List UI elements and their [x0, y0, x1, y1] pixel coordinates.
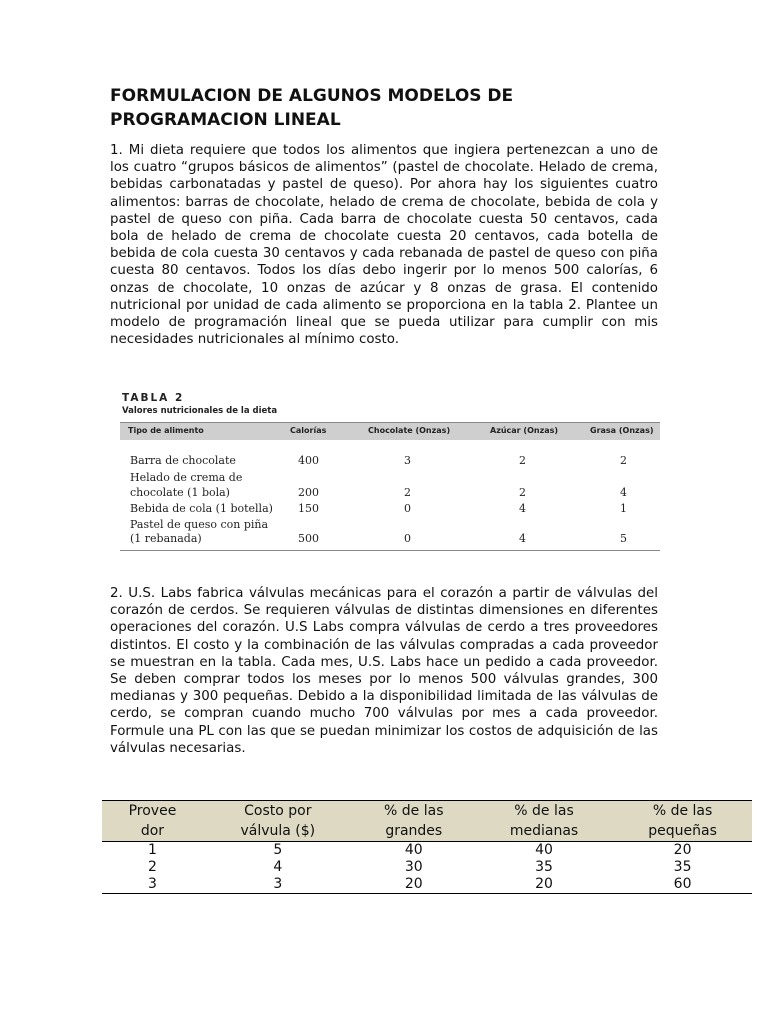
- tabla-2-chocolate: 3: [404, 454, 411, 467]
- tabla-2-chocolate: 0: [404, 502, 411, 515]
- table-cell: 60: [613, 876, 752, 894]
- header-proveedor: [102, 801, 203, 842]
- table-cell: 20: [673, 842, 692, 858]
- tabla-2-calories: 200: [298, 486, 319, 499]
- table-cell: 1: [148, 842, 157, 858]
- tabla-2-fat: 2: [620, 454, 627, 467]
- header-grandes: [353, 801, 475, 842]
- header-line: medianas: [509, 823, 579, 839]
- tabla-2-chocolate: 2: [404, 486, 411, 499]
- table-cell: 35: [673, 859, 692, 875]
- document-title: FORMULACION DE ALGUNOS MODELOS DE PROGRAMACION LINEAL: [110, 86, 514, 130]
- header-line: Costo por: [244, 803, 312, 819]
- tabla-2-food-line2: (1 rebanada): [130, 532, 202, 545]
- header-costo: [203, 801, 353, 842]
- header-line: % de las: [514, 803, 574, 819]
- table-cell: 3: [203, 876, 353, 894]
- table-cell: 35: [535, 859, 553, 875]
- tabla-2-sugar: 4: [519, 502, 526, 515]
- table-cell: 20: [353, 876, 475, 894]
- tabla-2-subtitle: Valores nutricionales de la dieta: [122, 406, 278, 416]
- tabla-2-header-tipo: Tipo de alimento: [128, 426, 204, 435]
- table-row: [102, 859, 752, 876]
- tabla-2-food: Pastel de queso con piña: [130, 518, 269, 531]
- tabla-2-fat: 4: [620, 486, 627, 499]
- header-pequenas: [613, 801, 752, 842]
- tabla-2-sugar: 4: [519, 532, 526, 545]
- problem-1-text: 1. Mi dieta requiere que todos los alimentos que ingiera pertenezcan a uno de los cuatro “grupos básicos de alimentos” (pastel de chocolate. Helado de crema, bebidas carbonatadas y pastel de queso). Por ahora hay los siguientes cuatro alimentos: barras de chocolate, helado de crema de chocolate, bebida de cola y pastel de queso con piña. Cada barra de chocolate cuesta 50 centavos, cada bola de helado de crema de chocolate cuesta 20 centavos, cada botella de bebida de cola cuesta 30 centavos y cada rebanada de pastel de queso con piña cuesta 80 centavos. Todos los días debo ingerir por lo menos 500 calorías, 6 onzas de chocolate, 10 onzas de azúcar y 8 onzas de grasa. El contenido nutricional por unidad de cada alimento se proporciona en la tabla 2. Plantee un modelo de programación lineal que se pueda utilizar para cumplir con mis necesidades nutricionales al mínimo costo.: [110, 143, 658, 348]
- header-line: válvula ($): [240, 823, 316, 839]
- header-line: dor: [140, 823, 165, 839]
- tabla-2-sugar: 2: [519, 454, 526, 467]
- header-line: grandes: [385, 823, 443, 839]
- tabla-2-header-grasa: Grasa (Onzas): [590, 426, 654, 435]
- table-cell: 40: [535, 842, 553, 858]
- tabla-2-header-calorias: Calorías: [290, 426, 327, 435]
- tabla-2-fat: 1: [620, 502, 627, 515]
- table-cell: 2: [148, 859, 157, 875]
- table-cell: 3: [102, 876, 203, 894]
- table-cell: 5: [273, 842, 283, 858]
- page-body: [110, 84, 658, 348]
- tabla-2-sugar: 2: [519, 486, 526, 499]
- header-line: pequeñas: [648, 823, 717, 839]
- tabla-2-header: [120, 422, 660, 440]
- header-line: Provee: [128, 803, 177, 819]
- problem-2-text: 2. U.S. Labs fabrica válvulas mecánicas para el corazón a partir de válvulas del corazón de cerdos. Se requieren válvulas de distintas dimensiones en diferentes operaciones del corazón. U.S Labs compra válvulas de cerdo a tres proveedores distintos. El costo y la combinación de las válvulas compradas a cada proveedor se muestran en la tabla. Cada mes, U.S. Labs hace un pedido a cada proveedor. Se deben comprar todos los meses por lo menos 500 válvulas grandes, 300 medianas y 300 pequeñas. Debido a la disponibilidad limitada de las válvulas de cerdo, se compran cuando mucho 700 válvulas por mes a cada proveedor. Formule una PL con las que se puedan minimizar los costos de adquisición de las válvulas necesarias.: [110, 586, 658, 756]
- tabla-2-bottom-rule: [120, 550, 660, 551]
- tabla-2-chocolate: 0: [404, 532, 411, 545]
- supplier-table-header: [102, 801, 752, 842]
- tabla-2-food: Helado de crema de: [130, 471, 243, 484]
- table-row: [102, 876, 752, 894]
- supplier-table: [102, 800, 752, 894]
- table-cell: 20: [475, 876, 613, 894]
- tabla-2-food: Barra de chocolate: [130, 454, 236, 467]
- tabla-2-food: Bebida de cola (1 botella): [130, 502, 273, 515]
- table-row: [102, 842, 752, 860]
- header-line: % de las: [384, 803, 444, 819]
- tabla-2-header-chocolate: Chocolate (Onzas): [368, 426, 451, 435]
- tabla-2-image: [120, 392, 660, 552]
- header-medianas: [475, 801, 613, 842]
- table-cell: 4: [273, 859, 283, 875]
- tabla-2-calories: 500: [298, 532, 319, 545]
- tabla-2-label: TABLA 2: [122, 392, 185, 404]
- tabla-2-fat: 5: [620, 532, 627, 545]
- tabla-2-calories: 150: [298, 502, 319, 515]
- header-line: % de las: [652, 803, 713, 819]
- tabla-2-calories: 400: [298, 454, 319, 467]
- tabla-2-header-azucar: Azúcar (Onzas): [490, 426, 559, 435]
- tabla-2-food-line2: chocolate (1 bola): [130, 486, 230, 499]
- table-cell: 30: [404, 859, 423, 875]
- table-cell: 40: [404, 842, 423, 858]
